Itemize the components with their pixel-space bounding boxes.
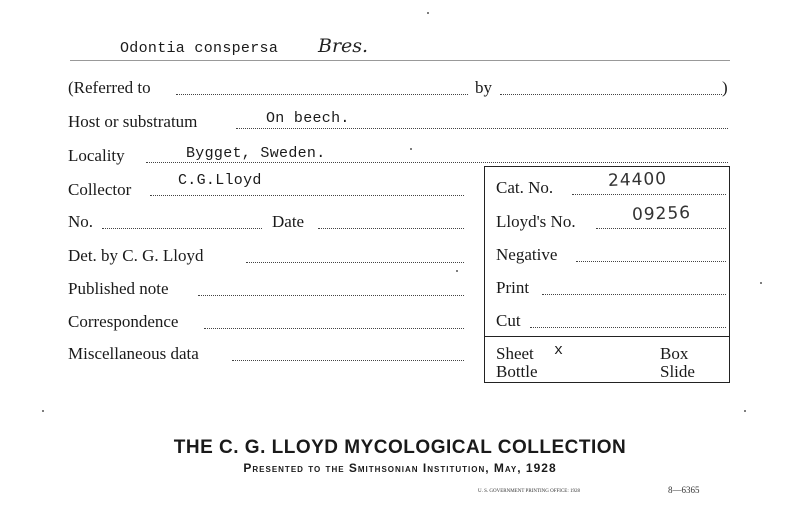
scan-speck [456, 270, 458, 272]
scan-speck [744, 410, 746, 412]
misc-label: Miscellaneous data [68, 344, 199, 363]
cut-label: Cut [496, 311, 521, 330]
referred-close: ) [722, 78, 728, 97]
lloyd-no-label: Lloyd's No. [496, 212, 576, 231]
negative-label: Negative [496, 245, 558, 264]
scan-speck [427, 12, 429, 14]
collector-label: Collector [68, 180, 132, 199]
box-label: Box [660, 344, 689, 363]
det-label: Det. by C. G. Lloyd [68, 246, 204, 265]
locality-label: Locality [68, 146, 125, 165]
collector-value: C.G.Lloyd [178, 172, 262, 189]
date-line [318, 228, 464, 229]
slide-label: Slide [660, 362, 695, 381]
host-line [236, 128, 728, 129]
correspondence-label: Correspondence [68, 312, 179, 331]
species-author: Bres. [318, 35, 369, 57]
cut-line [530, 327, 726, 328]
sheet-mark: x [554, 342, 564, 359]
negative-line [576, 261, 726, 262]
referred-by-label: by [475, 78, 492, 97]
form-number: 8—6365 [668, 485, 700, 495]
published-line [198, 295, 464, 296]
host-label: Host or substratum [68, 112, 198, 131]
sheet-label: Sheet [496, 344, 534, 363]
date-label: Date [272, 212, 305, 231]
number-label: No. [68, 212, 94, 231]
collector-line [150, 195, 464, 196]
printing-office-note: U. S. GOVERNMENT PRINTING OFFICE: 1928 [478, 489, 580, 494]
collection-title: THE C. G. LLOYD MYCOLOGICAL COLLECTION [173, 437, 627, 458]
print-label: Print [496, 278, 530, 297]
lloyd-no-line [596, 228, 726, 229]
species-name: Odontia conspersa [120, 40, 279, 57]
correspondence-line [204, 328, 464, 329]
lloyd-no-value: 09256 [631, 202, 692, 226]
host-value: On beech. [266, 110, 350, 127]
box-divider [484, 336, 730, 337]
referred-by-line [500, 94, 722, 95]
number-line [102, 228, 262, 229]
box-top-border [484, 166, 730, 167]
box-left-border [484, 166, 485, 382]
referred-line [176, 94, 468, 95]
cat-no-value: 24400 [607, 168, 668, 192]
scan-speck [410, 148, 412, 150]
locality-value: Bygget, Sweden. [186, 145, 326, 162]
scan-speck [42, 410, 44, 412]
print-line [542, 294, 726, 295]
det-line [246, 262, 464, 263]
bottle-label: Bottle [496, 362, 538, 381]
referred-label: (Referred to [68, 78, 151, 97]
misc-line [232, 360, 464, 361]
cat-no-line [572, 194, 726, 195]
cat-no-label: Cat. No. [496, 178, 554, 197]
collection-subtitle: Presented to the Smithsonian Institution, May, 1928 [243, 461, 557, 475]
box-right-border [729, 166, 730, 383]
box-bottom-border [484, 382, 730, 383]
published-label: Published note [68, 279, 169, 298]
species-underline [70, 60, 730, 61]
scan-speck [760, 282, 762, 284]
